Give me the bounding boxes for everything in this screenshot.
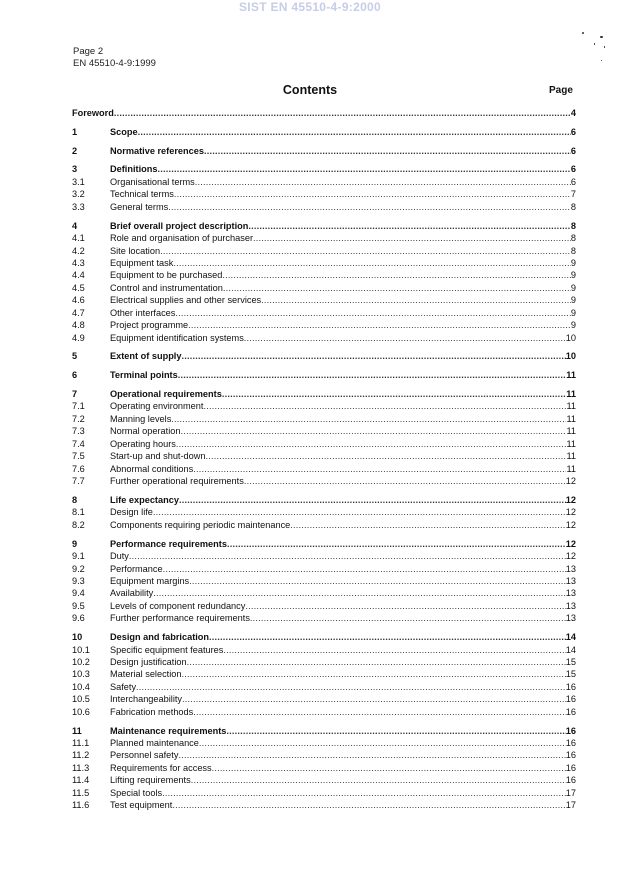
dot-leader: [160, 245, 571, 257]
toc-entry-number: 8.2: [72, 519, 85, 530]
dot-leader: [136, 681, 566, 693]
toc-entry-title: Manning levels: [110, 413, 172, 424]
toc-entry-number: 11.4: [72, 775, 90, 786]
toc-entry-number: 3.1: [72, 176, 85, 187]
toc-entry-number: 8: [72, 494, 78, 505]
toc-entry-page: 16: [565, 750, 576, 761]
toc-entry[interactable]: [72, 282, 576, 294]
toc-entry[interactable]: [72, 725, 576, 737]
toc-entry-number: 9.3: [72, 575, 85, 586]
toc-entry[interactable]: [72, 450, 576, 462]
toc-entry-page: 17: [565, 787, 576, 798]
toc-entry-title: Material selection: [110, 669, 182, 680]
toc-entry[interactable]: [72, 774, 576, 786]
toc-entry[interactable]: [72, 612, 576, 624]
dot-leader: [182, 668, 566, 680]
dot-leader: [226, 725, 565, 737]
toc-entry[interactable]: [72, 388, 576, 400]
toc-entry-title: Performance requirements: [110, 538, 227, 549]
toc-entry-page: 6: [570, 145, 576, 156]
toc-entry-title: Performance: [110, 563, 163, 574]
dot-leader: [157, 163, 570, 175]
toc-entry-page: 12: [565, 476, 576, 487]
toc-entry-title: Normative references: [110, 145, 204, 156]
toc-entry-number: 4.7: [72, 307, 85, 318]
toc-entry-number: 11.1: [72, 737, 90, 748]
toc-entry-page: 4: [570, 108, 576, 118]
toc-entry-title: Levels of component redundancy: [110, 600, 246, 611]
toc-entry-number: 7.6: [72, 463, 85, 474]
toc-entry-title: Organisational terms: [110, 176, 195, 187]
toc-entry[interactable]: [72, 220, 576, 232]
toc-entry-page: 16: [565, 725, 576, 736]
toc-entry-number: 4.3: [72, 257, 85, 268]
toc-entry-page: 13: [565, 575, 576, 586]
toc-entry-title: Extent of supply: [110, 351, 182, 362]
toc-entry-page: 16: [565, 694, 576, 705]
toc-entry-number: 7.7: [72, 476, 85, 487]
dot-leader: [212, 762, 566, 774]
dot-leader: [244, 475, 566, 487]
toc-entry-title: Operating environment: [110, 401, 204, 412]
toc-entry-title: Abnormal conditions: [110, 463, 194, 474]
dot-leader: [188, 319, 571, 331]
dot-leader: [193, 706, 566, 718]
toc-entry-page: 9: [570, 307, 576, 318]
dot-leader: [189, 575, 566, 587]
toc-entry-number: 7.3: [72, 426, 85, 437]
toc-entry-title: Equipment task: [110, 257, 174, 268]
toc-entry-title: Other interfaces: [110, 307, 176, 318]
toc-entry-title: Design life: [110, 507, 153, 518]
page-column-header: Page: [549, 85, 573, 96]
toc-entry-title: Interchangeability: [110, 694, 183, 705]
toc-entry-title: Fabrication methods: [110, 706, 194, 717]
toc-entry-number: 7.5: [72, 451, 85, 462]
toc-entry-page: 14: [565, 644, 576, 655]
toc-entry-page: 9: [570, 295, 576, 306]
toc-entry[interactable]: [72, 400, 576, 412]
toc-entry-page: 16: [565, 706, 576, 717]
toc-entry[interactable]: [72, 600, 576, 612]
toc-entry-number: 7.2: [72, 413, 85, 424]
toc-entry-number: 10.5: [72, 694, 90, 705]
dot-leader: [163, 563, 566, 575]
toc-entry[interactable]: [72, 425, 576, 437]
toc-entry-title: Terminal points: [110, 370, 178, 381]
toc-entry[interactable]: [72, 245, 576, 257]
toc-entry[interactable]: [72, 575, 576, 587]
toc-entry[interactable]: [72, 413, 576, 425]
toc-entry-number: 4.8: [72, 320, 85, 331]
toc-entry[interactable]: [72, 506, 576, 518]
toc-entry-number: 4: [72, 220, 78, 231]
scan-specks: [580, 30, 610, 90]
dot-leader: [245, 600, 565, 612]
dot-leader: [222, 388, 566, 400]
toc-entry-title: Safety: [110, 681, 137, 692]
toc-entry-page: 13: [565, 613, 576, 624]
toc-entry-number: 6: [72, 370, 78, 381]
toc-entry-title: Duty: [110, 551, 129, 562]
toc-entry-title: Site location: [110, 245, 161, 256]
toc-entry[interactable]: [72, 188, 576, 200]
dot-leader: [199, 737, 566, 749]
toc-entry-number: 10.4: [72, 681, 90, 692]
toc-entry-page: 15: [565, 656, 576, 667]
toc-entry-page: 11: [566, 438, 576, 449]
toc-entry-number: 4.2: [72, 245, 85, 256]
toc-entry-number: 8.1: [72, 507, 85, 518]
toc-entry[interactable]: [72, 587, 576, 599]
dot-leader: [178, 369, 567, 381]
table-of-contents: [72, 107, 576, 812]
toc-entry[interactable]: [72, 269, 576, 281]
toc-entry[interactable]: [72, 294, 576, 306]
toc-entry[interactable]: [72, 631, 576, 643]
toc-entry-title: Operational requirements: [110, 389, 222, 400]
toc-entry-number: 7: [72, 389, 78, 400]
toc-entry-title: Start-up and shut-down: [110, 451, 206, 462]
toc-entry-number: 9.1: [72, 551, 85, 562]
toc-entry-title: Design and fabrication: [110, 632, 210, 643]
toc-entry[interactable]: [72, 799, 576, 811]
dot-leader: [114, 107, 571, 119]
dot-leader: [187, 656, 566, 668]
toc-entry-page: 11: [566, 370, 576, 381]
dot-leader: [203, 400, 566, 412]
toc-entry-title: Further performance requirements: [110, 613, 250, 624]
dot-leader: [191, 774, 566, 786]
toc-entry[interactable]: [72, 332, 576, 344]
toc-entry-title: Control and instrumentation: [110, 282, 223, 293]
toc-entry-page: 9: [570, 320, 576, 331]
toc-entry-page: 6: [570, 126, 576, 137]
toc-entry-number: 9.6: [72, 613, 85, 624]
dot-leader: [180, 425, 566, 437]
toc-entry[interactable]: [72, 319, 576, 331]
toc-entry-page: 16: [565, 737, 576, 748]
toc-entry-number: 7.4: [72, 438, 85, 449]
dot-leader: [174, 188, 571, 200]
toc-entry-number: 10.3: [72, 669, 90, 680]
toc-entry-number: 3: [72, 164, 78, 175]
toc-entry[interactable]: [72, 787, 576, 799]
toc-entry-page: 16: [565, 762, 576, 773]
toc-entry-page: 12: [565, 519, 576, 530]
dot-leader: [168, 201, 571, 213]
dot-leader: [179, 494, 566, 506]
toc-entry-title: Normal operation: [110, 426, 181, 437]
dot-leader: [195, 176, 571, 188]
toc-entry[interactable]: [72, 563, 576, 575]
toc-entry-title: Maintenance requirements: [110, 725, 227, 736]
toc-entry-title: Electrical supplies and other services: [110, 295, 262, 306]
toc-entry-number: 5: [72, 351, 78, 362]
toc-entry-number: 4.6: [72, 295, 85, 306]
toc-entry-page: 8: [570, 201, 576, 212]
toc-entry-title: Special tools: [110, 787, 163, 798]
dot-leader: [222, 269, 571, 281]
toc-entry-page: 6: [570, 176, 576, 187]
toc-entry-number: 9.2: [72, 563, 85, 574]
dot-leader: [178, 749, 565, 761]
dot-leader: [209, 631, 566, 643]
toc-entry[interactable]: [72, 369, 576, 381]
toc-entry-title: Lifting requirements: [110, 775, 191, 786]
toc-entry-number: 11.2: [72, 750, 90, 761]
dot-leader: [182, 693, 566, 705]
dot-leader: [138, 126, 571, 138]
toc-entry-number: 2: [72, 145, 78, 156]
toc-entry-title: Equipment to be purchased: [110, 270, 223, 281]
toc-entry-number: 10.1: [72, 644, 90, 655]
toc-entry[interactable]: [72, 307, 576, 319]
toc-entry-number: 7.1: [72, 401, 85, 412]
toc-entry-title: Planned maintenance: [110, 737, 199, 748]
toc-entry-title: Foreword: [72, 108, 114, 118]
dot-leader: [204, 145, 571, 157]
toc-entry-title: Technical terms: [110, 189, 174, 200]
toc-entry-number: 11: [72, 725, 82, 736]
toc-entry[interactable]: [72, 550, 576, 562]
dot-leader: [290, 519, 565, 531]
watermark: SIST EN 45510-4-9:2000: [238, 0, 381, 14]
toc-entry[interactable]: [72, 350, 576, 362]
dot-leader: [172, 799, 565, 811]
toc-entry[interactable]: [72, 644, 576, 656]
toc-entry-title: Specific equipment features: [110, 644, 224, 655]
toc-entry-number: 4.4: [72, 270, 85, 281]
standard-number: EN 45510-4-9:1999: [73, 58, 156, 69]
toc-entry-title: Personnel safety: [110, 750, 179, 761]
dot-leader: [253, 232, 571, 244]
toc-entry-number: 4.5: [72, 282, 85, 293]
toc-entry[interactable]: [72, 693, 576, 705]
toc-entry-title: Operating hours: [110, 438, 176, 449]
toc-entry[interactable]: [72, 201, 576, 213]
toc-entry-title: Role and organisation of purchaser: [110, 233, 254, 244]
toc-entry-title: Equipment identification systems: [110, 332, 244, 343]
toc-entry-number: 10: [72, 632, 83, 643]
toc-entry[interactable]: [72, 762, 576, 774]
dot-leader: [176, 438, 567, 450]
toc-entry-page: 13: [565, 563, 576, 574]
toc-entry-page: 11: [566, 451, 576, 462]
toc-entry[interactable]: [72, 668, 576, 680]
toc-entry-title: Definitions: [110, 164, 158, 175]
dot-leader: [248, 220, 571, 232]
toc-entry[interactable]: [72, 257, 576, 269]
toc-entry-title: Test equipment: [110, 800, 173, 811]
toc-entry-title: Requirements for access: [110, 762, 212, 773]
dot-leader: [227, 538, 566, 550]
toc-entry-title: General terms: [110, 201, 169, 212]
toc-entry-page: 6: [570, 164, 576, 175]
dot-leader: [193, 463, 566, 475]
toc-entry-page: 7: [570, 189, 576, 200]
toc-entry[interactable]: [72, 681, 576, 693]
dot-leader: [173, 257, 571, 269]
toc-entry-page: 12: [565, 551, 576, 562]
dot-leader: [206, 450, 567, 462]
dot-leader: [153, 587, 566, 599]
toc-entry-page: 8: [570, 233, 576, 244]
toc-entry[interactable]: [72, 163, 576, 175]
toc-entry-title: Availability: [110, 588, 154, 599]
toc-entry-page: 11: [566, 463, 576, 474]
toc-entry-number: 11.3: [72, 762, 90, 773]
toc-entry-title: Further operational requirements: [110, 476, 244, 487]
toc-entry[interactable]: [72, 475, 576, 487]
toc-entry-title: Brief overall project description: [110, 220, 249, 231]
toc-entry-number: 1: [72, 126, 78, 137]
page-number: Page 2: [73, 46, 104, 57]
toc-entry[interactable]: [72, 749, 576, 761]
toc-entry-page: 11: [566, 401, 576, 412]
toc-entry-number: 3.3: [72, 201, 85, 212]
toc-entry-title: Design justification: [110, 656, 187, 667]
toc-entry-page: 11: [566, 413, 576, 424]
dot-leader: [244, 332, 566, 344]
toc-entry-page: 16: [565, 775, 576, 786]
toc-entry-number: 11.6: [72, 800, 90, 811]
toc-entry[interactable]: [72, 656, 576, 668]
toc-entry-number: 9: [72, 538, 78, 549]
toc-entry-number: 4.9: [72, 332, 85, 343]
dot-leader: [261, 294, 571, 306]
toc-entry-number: 10.6: [72, 706, 90, 717]
toc-entry[interactable]: [72, 107, 576, 119]
toc-entry-page: 16: [565, 681, 576, 692]
toc-entry-page: 8: [570, 220, 576, 231]
toc-entry-number: 9.4: [72, 588, 85, 599]
toc-entry-page: 13: [565, 588, 576, 599]
toc-entry[interactable]: [72, 706, 576, 718]
toc-entry-title: Project programme: [110, 320, 189, 331]
toc-entry[interactable]: [72, 145, 576, 157]
toc-entry[interactable]: [72, 519, 576, 531]
toc-entry-page: 12: [565, 507, 576, 518]
toc-entry[interactable]: [72, 463, 576, 475]
toc-entry[interactable]: [72, 176, 576, 188]
toc-entry[interactable]: [72, 232, 576, 244]
dot-leader: [153, 506, 566, 518]
toc-entry-page: 10: [565, 351, 576, 362]
toc-entry[interactable]: [72, 438, 576, 450]
dot-leader: [250, 612, 566, 624]
toc-entry[interactable]: [72, 737, 576, 749]
toc-entry-page: 12: [565, 494, 576, 505]
toc-entry-page: 10: [565, 332, 576, 343]
toc-entry-title: Equipment margins: [110, 575, 190, 586]
toc-entry-number: 3.2: [72, 189, 85, 200]
dot-leader: [181, 350, 565, 362]
toc-entry-page: 12: [565, 538, 576, 549]
toc-entry[interactable]: [72, 126, 576, 138]
toc-entry[interactable]: [72, 538, 576, 550]
toc-entry-number: 11.5: [72, 787, 90, 798]
toc-entry-number: 10.2: [72, 656, 90, 667]
toc-entry-page: 13: [565, 600, 576, 611]
toc-entry[interactable]: [72, 494, 576, 506]
toc-entry-page: 14: [565, 632, 576, 643]
toc-entry-page: 17: [565, 800, 576, 811]
toc-entry-title: Life expectancy: [110, 494, 179, 505]
toc-entry-page: 15: [565, 669, 576, 680]
toc-entry-number: 4.1: [72, 233, 85, 244]
dot-leader: [162, 787, 566, 799]
toc-entry-number: 9.5: [72, 600, 85, 611]
toc-entry-page: 11: [566, 426, 576, 437]
toc-entry-page: 9: [570, 282, 576, 293]
dot-leader: [223, 282, 571, 294]
toc-entry-page: 11: [566, 389, 576, 400]
toc-entry-title: Scope: [110, 126, 138, 137]
dot-leader: [175, 307, 571, 319]
toc-entry-title: Components requiring periodic maintenance: [110, 519, 291, 530]
dot-leader: [223, 644, 565, 656]
dot-leader: [171, 413, 566, 425]
dot-leader: [129, 550, 566, 562]
toc-entry-page: 8: [570, 245, 576, 256]
contents-title: Contents: [282, 83, 338, 97]
toc-entry-page: 9: [570, 270, 576, 281]
toc-entry-page: 9: [570, 257, 576, 268]
